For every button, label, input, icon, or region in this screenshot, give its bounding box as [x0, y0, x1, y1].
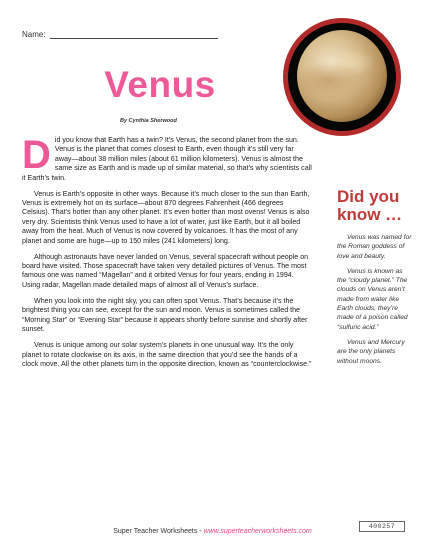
name-label: Name:: [22, 30, 46, 39]
drop-cap-letter: D: [22, 133, 51, 177]
article-body: [22, 133, 312, 376]
article-paragraph-4: When you look into the night sky, you can often spot Venus. That’s because it’s the brightest thing you can see, except for the sun and moon. Venus is sometimes called the “Morning Star” or “Evening Star” because it appears shortly before sunrise and shortly after sunset.: [22, 296, 308, 334]
article-paragraph-2: Venus is Earth’s opposite in other ways. Because it’s much closer to the sun than Earth, Venus is extremely hot on its surface—about 870 degrees Fahrenheit (466 degrees Celsius). That’s hotter than any other planet. It’s even hotter than most ovens! Venus is also very dry. Scientists think Venus used to have a lot of water, just like Earth, but it all boiled away from the heat. Much of Venus is now covered by volcanoes. It has the most of any planet and some are huge—up to 150 miles (241 kilometers) long.: [22, 189, 310, 245]
page-title: Venus: [104, 64, 216, 105]
page-footer: Super Teacher Worksheets - www.superteacherworksheets.com: [113, 528, 312, 535]
article-paragraph-3: Although astronauts have never landed on Venus, several spacecraft without people on board have visited. Those spacecraft have taken very detailed pictures of Venus. The most famous one was named “Magellan” and it orbited Venus for four years, ending in 1994. Using radar, Magellan made detailed maps of almost all of Venus’s surface.: [22, 252, 309, 289]
article-paragraph-5: Venus is unique among our solar system’s planets in one unusual way. It’s the only planet to rotate clockwise on its axis, in the same direction that you’d see the hands of a clock move. All the other planets turn in the opposite direction, known as “counterclockwise.”: [22, 341, 312, 368]
venus-globe: [297, 30, 387, 122]
author-byline: By Cynthia Sherwood: [120, 118, 177, 124]
did-you-know-sidebar: [337, 188, 413, 366]
sidebar-fact-1: Venus was named for the Roman goddess of love and beauty.: [337, 234, 412, 260]
footer-brand: Super Teacher Worksheets: [113, 528, 198, 535]
name-field[interactable]: [22, 30, 218, 39]
worksheet-code: 400257: [359, 521, 405, 532]
sidebar-fact-3: Venus and Mercury are the only planets without moons.: [337, 338, 405, 365]
footer-url-link[interactable]: www.superteacherworksheets.com: [203, 528, 312, 535]
venus-planet-image: [283, 18, 401, 136]
sidebar-fact-2: Venus is known as the “cloudy planet.” The clouds on Venus aren’t made from water like Earth clouds, they’re made of a poison called “sulfuric acid.”: [337, 267, 408, 331]
sidebar-heading: Did you know …: [337, 187, 403, 224]
name-blank-line[interactable]: [50, 30, 218, 39]
article-paragraph-1: D id you know that Earth has a twin? It’s Venus, the second planet from the sun. Venus is the planet that comes closest to Earth, even though it’s still very far away—about 38 million miles (about 61 million kilometers). Venus is almost the same size as Earth and is made up of similar material, so that’s why scientists call it Earth’s twin.: [22, 133, 312, 182]
